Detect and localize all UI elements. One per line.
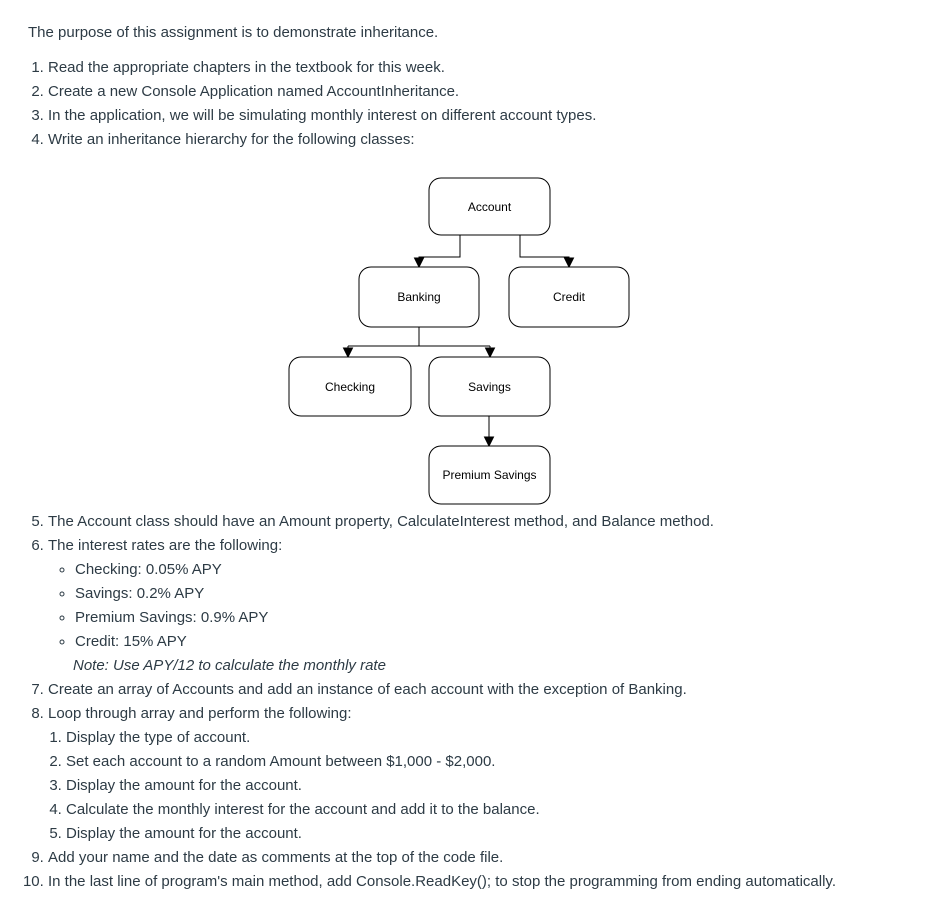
connector-banking-checking-savings: [344, 327, 495, 357]
step-8: [48, 702, 848, 846]
node-banking-label: Banking: [397, 290, 441, 304]
substep-1: 1. Display the type of account.: [66, 726, 848, 750]
substep-2: 2. Set each account to a random Amount between $1,000 - $2,000.: [66, 750, 848, 774]
step-6-text: The interest rates are the following:: [48, 537, 283, 554]
rate-savings: ◦ Savings: 0.2% APY: [75, 582, 848, 606]
step-1: 1. Read the appropriate chapters in the textbook for this week.: [48, 56, 848, 80]
step-6: [48, 534, 848, 678]
inheritance-diagram: [282, 170, 848, 510]
substep-5: 5. Display the amount for the account.: [66, 822, 848, 846]
step-3: 3. In the application, we will be simulating monthly interest on different account types.: [48, 104, 848, 128]
substep-3: 3. Display the amount for the account.: [66, 774, 848, 798]
interest-rates-list: [48, 558, 848, 654]
node-credit: [509, 267, 629, 327]
step-8-substeps: [48, 726, 848, 846]
steps-list-1: [28, 56, 848, 152]
node-banking: [359, 267, 479, 327]
node-premium-savings-label: Premium Savings: [442, 468, 537, 482]
step-4: 4. Write an inheritance hierarchy for the following classes:: [48, 128, 848, 152]
node-savings: [429, 357, 550, 416]
rate-credit: ◦ Credit: 15% APY: [75, 630, 848, 654]
node-checking: [289, 357, 411, 416]
node-savings-label: Savings: [468, 380, 511, 394]
rate-checking: ◦ Checking: 0.05% APY: [75, 558, 848, 582]
steps-list-2: [28, 510, 848, 894]
step-5: 5. The Account class should have an Amount property, CalculateInterest method, and Balance method.: [48, 510, 848, 534]
connector-savings-premium: [485, 416, 494, 446]
node-credit-label: Credit: [552, 290, 586, 304]
intro-paragraph: The purpose of this assignment is to demonstrate inheritance.: [28, 24, 439, 41]
step-2: 2. Create a new Console Application named AccountInheritance.: [48, 80, 848, 104]
connector-account-banking: [415, 235, 461, 267]
step-9: 9. Add your name and the date as comments at the top of the code file.: [48, 846, 848, 870]
node-checking-label: Checking: [324, 380, 376, 394]
step-8-text: Loop through array and perform the following:: [48, 705, 352, 722]
connector-account-credit: [520, 235, 574, 267]
step-7: 7. Create an array of Accounts and add an instance of each account with the exception of Banking.: [48, 678, 848, 702]
step-10: 10. In the last line of program's main method, add Console.ReadKey(); to stop the programming from ending automatically.: [48, 870, 848, 894]
apy-note: Note: Use APY/12 to calculate the monthly rate: [73, 657, 386, 674]
node-account-label: Account: [467, 200, 512, 214]
node-account: [429, 178, 550, 235]
substep-4: 4. Calculate the monthly interest for the account and add it to the balance.: [66, 798, 848, 822]
rate-premium-savings: ◦ Premium Savings: 0.9% APY: [75, 606, 848, 630]
node-premium-savings: [429, 446, 550, 504]
